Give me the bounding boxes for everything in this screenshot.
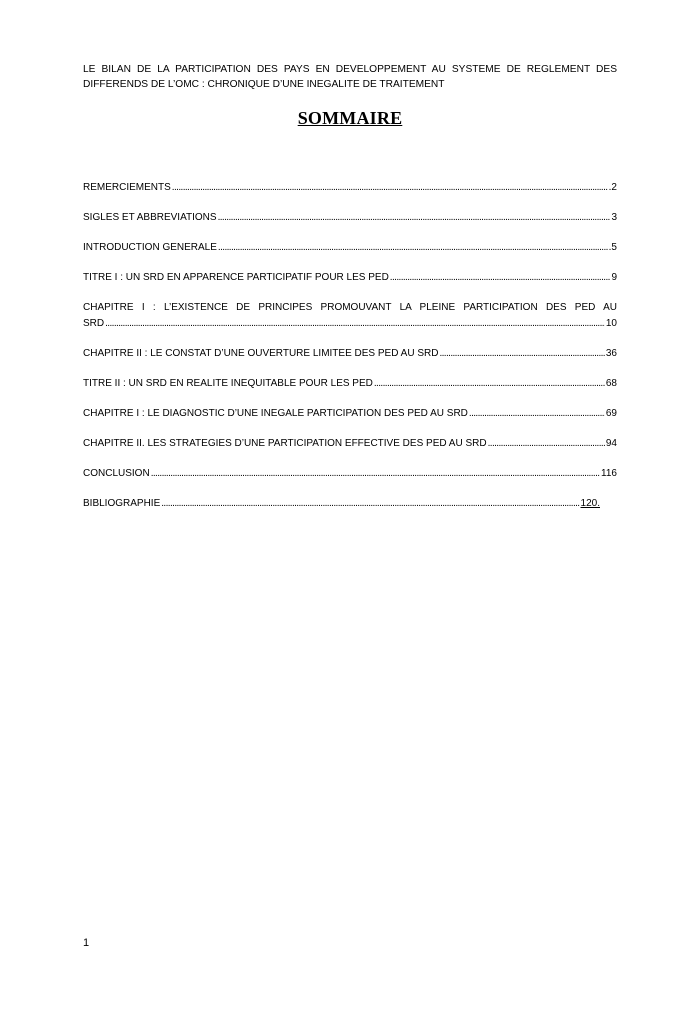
toc-entry-titre-1-chapitre-2[interactable] [83, 347, 617, 377]
toc-entry-titre-1-chapitre-1[interactable] [83, 301, 617, 347]
toc-entry-titre-2-chapitre-1[interactable] [83, 407, 617, 437]
toc-label: SIGLES ET ABBREVIATIONS [83, 212, 217, 223]
toc-page-number: .5 [608, 242, 617, 253]
toc-entry-titre-2[interactable] [83, 377, 617, 407]
header-line-2: DIFFERENDS DE L’OMC : CHRONIQUE D’UNE INEGALITE DE TRAITEMENT [83, 79, 445, 90]
toc-entry-remerciements[interactable] [83, 181, 617, 211]
page-number: 1 [83, 937, 90, 949]
toc-entry-bibliographie[interactable] [83, 497, 617, 527]
toc-label: CHAPITRE II : LE CONSTAT D’UNE OUVERTURE LIMITEE DES PED AU SRD [83, 348, 439, 359]
toc-leader-dots [105, 317, 605, 331]
toc-page-number: 94 [605, 438, 617, 449]
toc-page-number: 68 [605, 378, 617, 389]
toc-leader-dots [218, 241, 608, 255]
toc-page-number: 69 [605, 408, 617, 419]
toc-leader-dots [218, 211, 611, 225]
toc-label: CONCLUSION [83, 468, 150, 479]
toc-label: CHAPITRE II. LES STRATEGIES D’UNE PARTICIPATION EFFECTIVE DES PED AU SRD [83, 438, 487, 449]
toc-entry-introduction[interactable] [83, 241, 617, 271]
toc-label: CHAPITRE I : LE DIAGNOSTIC D’UNE INEGALE PARTICIPATION DES PED AU SRD [83, 408, 468, 419]
toc-entry-sigles[interactable] [83, 211, 617, 241]
toc-page-number: 3 [611, 212, 617, 223]
toc-label: TITRE II : UN SRD EN REALITE INEQUITABLE POUR LES PED [83, 378, 373, 389]
toc-leader-dots [161, 497, 579, 511]
toc-entry-conclusion[interactable] [83, 467, 617, 497]
page-title: SOMMAIRE [297, 108, 403, 128]
toc-leader-dots [390, 271, 611, 285]
document-header [83, 62, 617, 92]
toc-leader-dots [439, 347, 604, 361]
header-line-1: LE BILAN DE LA PARTICIPATION DES PAYS EN DEVELOPPEMENT AU SYSTEME DE REGLEMENT DES [83, 64, 617, 75]
toc-page-number: .2 [608, 182, 617, 193]
toc-leader-dots [151, 467, 600, 481]
toc-leader-dots [374, 377, 605, 391]
toc-entry-titre-1[interactable] [83, 271, 617, 301]
toc-entry-titre-2-chapitre-2[interactable] [83, 437, 617, 467]
table-of-contents [83, 181, 617, 527]
toc-label-line-1: CHAPITRE I : L’EXISTENCE DE PRINCIPES PROMOUVANT LA PLEINE PARTICIPATION DES PED AU [83, 302, 617, 313]
toc-page-number: 36 [605, 348, 617, 359]
toc-label: REMERCIEMENTS [83, 182, 171, 193]
toc-label: SRD [83, 318, 105, 329]
toc-page-number: 10 [605, 318, 617, 329]
toc-label: BIBLIOGRAPHIE [83, 498, 161, 509]
toc-label: TITRE I : UN SRD EN APPARENCE PARTICIPATIF POUR LES PED [83, 272, 389, 283]
toc-page-number: 120. [580, 498, 600, 509]
toc-label: INTRODUCTION GENERALE [83, 242, 217, 253]
toc-leader-dots [488, 437, 605, 451]
toc-page-number: 116 [601, 468, 617, 479]
toc-leader-dots [469, 407, 605, 421]
toc-leader-dots [172, 181, 608, 195]
toc-page-number: 9 [611, 272, 617, 283]
